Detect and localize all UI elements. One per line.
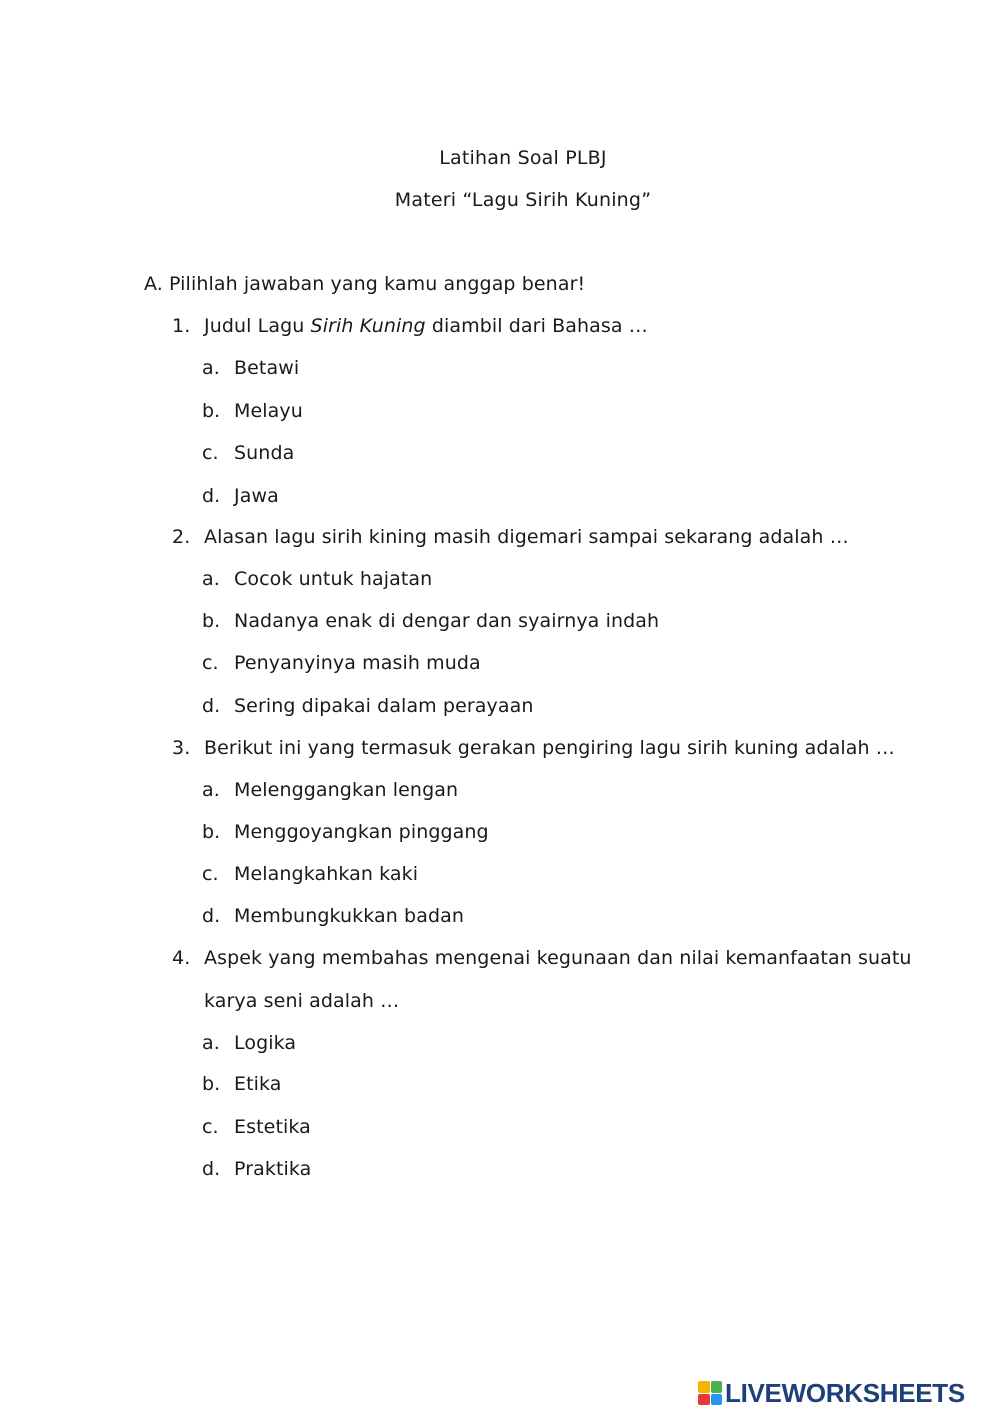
option-letter: a. (202, 779, 220, 801)
question-number: 3. (172, 737, 191, 759)
option-text: Logika (234, 1032, 297, 1054)
option-letter: a. (202, 357, 220, 379)
option-text: Nadanya enak di dengar dan syairnya indah (234, 610, 660, 632)
option-letter: c. (202, 1116, 219, 1138)
option-letter: a. (202, 1032, 220, 1054)
option-letter: d. (202, 695, 221, 717)
option-letter: c. (202, 863, 219, 885)
option-letter: d. (202, 905, 221, 927)
option-text: Sering dipakai dalam perayaan (234, 695, 534, 717)
liveworksheets-logo-icon (698, 1381, 722, 1405)
option-text: Membungkukkan badan (234, 905, 465, 927)
section-instruction: A. Pilihlah jawaban yang kamu anggap benar! (144, 273, 586, 295)
option-text: Sunda (234, 442, 295, 464)
option-letter: b. (202, 821, 221, 843)
option-text: Melenggangkan lengan (234, 779, 459, 801)
option-text: Betawi (234, 357, 300, 379)
question-text: Judul Lagu Sirih Kuning diambil dari Bahasa … (204, 315, 648, 337)
question-text: Alasan lagu sirih kining masih digemari sampai sekarang adalah … (204, 526, 849, 548)
worksheet-title: Latihan Soal PLBJ (439, 147, 607, 169)
option-text: Melayu (234, 400, 303, 422)
question-number: 1. (172, 315, 191, 337)
question-text: Berikut ini yang termasuk gerakan pengiring lagu sirih kuning adalah … (204, 737, 895, 759)
option-letter: b. (202, 1073, 221, 1095)
option-text: Etika (234, 1073, 282, 1095)
option-letter: c. (202, 652, 219, 674)
option-letter: d. (202, 485, 221, 507)
option-letter: d. (202, 1158, 221, 1180)
option-text: Cocok untuk hajatan (234, 568, 433, 590)
liveworksheets-logo-text: LIVEWORKSHEETS (725, 1377, 965, 1408)
liveworksheets-logo[interactable] (698, 1378, 965, 1408)
option-letter: b. (202, 610, 221, 632)
option-text: Jawa (234, 485, 279, 507)
option-text: Estetika (234, 1116, 311, 1138)
option-letter: a. (202, 568, 220, 590)
question-number: 4. (172, 947, 191, 969)
option-text: Menggoyangkan pinggang (234, 821, 489, 843)
question-text-line-2: karya seni adalah … (204, 990, 400, 1012)
option-letter: b. (202, 400, 221, 422)
question-text-line-1: Aspek yang membahas mengenai kegunaan dan nilai kemanfaatan suatu (204, 947, 912, 969)
option-text: Penyanyinya masih muda (234, 652, 481, 674)
option-text: Melangkahkan kaki (234, 863, 419, 885)
option-text: Praktika (234, 1158, 312, 1180)
option-letter: c. (202, 442, 219, 464)
question-number: 2. (172, 526, 191, 548)
worksheet-subtitle: Materi “Lagu Sirih Kuning” (394, 189, 652, 211)
